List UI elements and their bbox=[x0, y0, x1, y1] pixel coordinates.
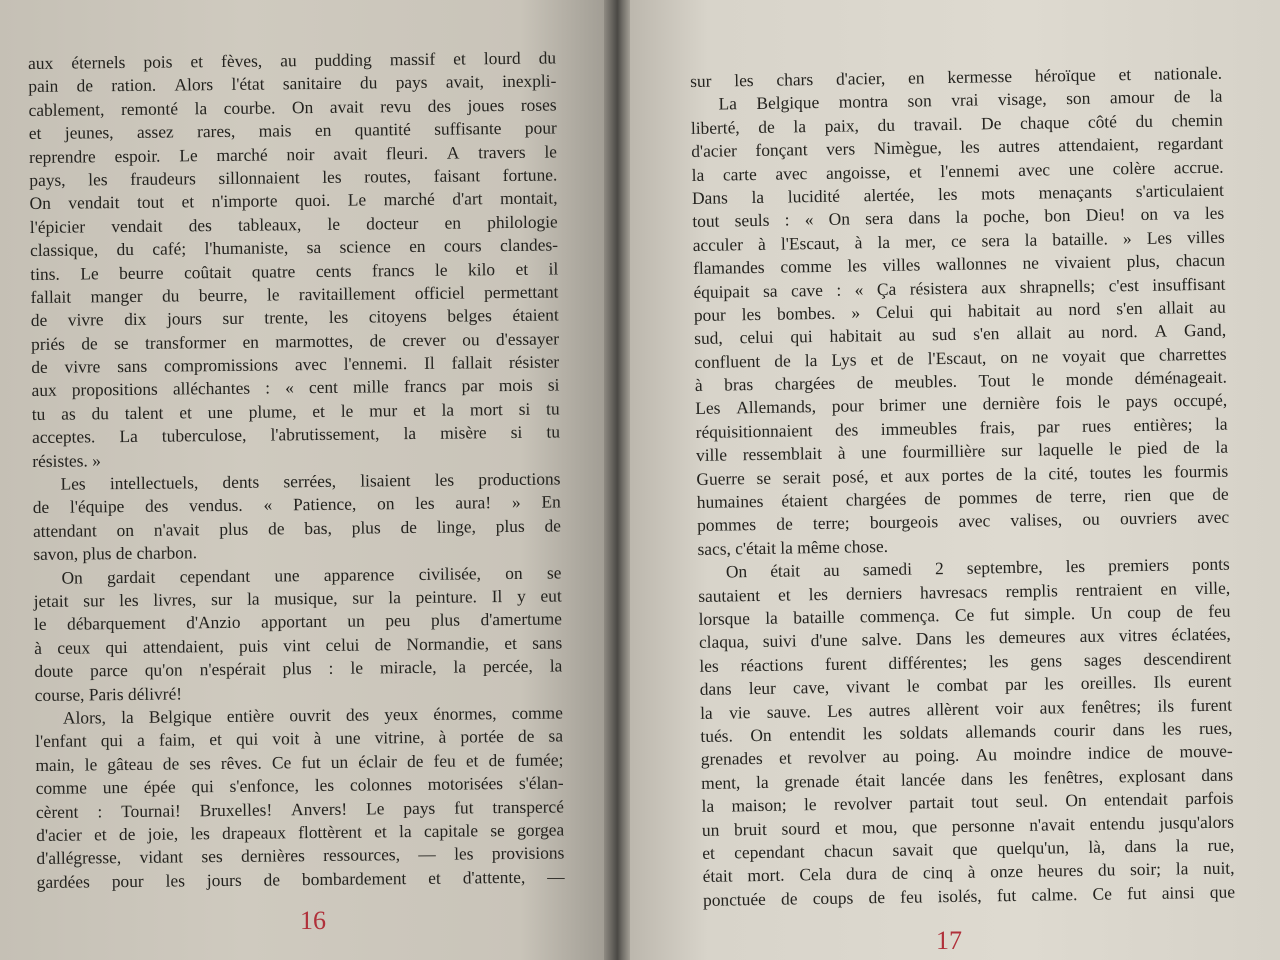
text-line: On était au samedi 2 septembre, les premiers ponts bbox=[725, 553, 1230, 582]
text-line: pommes de terre; bourgeois avec valises, ou ouvriers avec bbox=[696, 507, 1230, 536]
text-line: grenades et revolver au poing. Au moindre indice de mouve- bbox=[700, 740, 1233, 770]
text-line: la vie sauve. Les autres allèrent voir aux fenêtres; ils furent bbox=[699, 694, 1233, 723]
text-line: course, Paris délivré! bbox=[34, 682, 183, 705]
text-line: Alors, la Belgique entière ouvrit des yeux énormes, comme bbox=[62, 702, 563, 728]
text-line: de l'équipe des vendus. « Patience, on les aura! » En bbox=[32, 491, 561, 518]
text-line: l'enfant qui a faim, et qui voit à une vitrine, à portée de sa bbox=[35, 725, 564, 752]
right-page-text bbox=[690, 62, 1235, 912]
text-line: sur les chars d'acier, en kermesse héroïque et nationale. bbox=[690, 62, 1223, 91]
text-line: était mort. Cela dura de cinq à onze heures du soir; la nuit, bbox=[702, 857, 1235, 887]
left-page bbox=[0, 0, 612, 960]
text-line: priés de se transformer en marmottes, de crever ou d'essayer bbox=[30, 328, 560, 354]
text-line: On vendait tout et n'importe quoi. Le marché d'art montait, bbox=[29, 187, 558, 214]
text-line: résistes. » bbox=[32, 449, 101, 471]
text-line: tu as du talent et une plume, et le mur et la mort si tu bbox=[31, 398, 560, 424]
text-line: main, le gâteau de ses rêves. Ce fut un éclair de feu et de fumée; bbox=[35, 749, 564, 775]
text-line: et cependant chacun savait que quelqu'un, là, dans la rue, bbox=[702, 834, 1235, 863]
text-line: Dans la lucidité alertée, les mots menaçants s'articulaient bbox=[691, 179, 1225, 208]
text-line: cablement, remonté la courbe. On avait revu des joues roses bbox=[28, 94, 557, 120]
text-line: humaines étaient chargées de pommes de terre, rien que de bbox=[696, 483, 1229, 512]
text-line: d'allégresse, vidant ses dernières ressources, — les provisions bbox=[36, 842, 565, 869]
text-line: de vivre sans compromissions avec l'ennemi. Il fallait résister bbox=[31, 351, 560, 378]
text-line: La Belgique montra son vrai visage, son amour de la bbox=[718, 86, 1223, 114]
text-line: sud, celui qui habitait au sud s'en allait au nord. A Gand, bbox=[694, 319, 1227, 349]
text-line: pays, les fraudeurs sillonnaient les routes, faisant fortune. bbox=[29, 164, 558, 190]
left-page-text bbox=[28, 46, 565, 894]
text-line: jetait sur les livres, sur la musique, sur la peinture. Il y eut bbox=[33, 585, 562, 611]
text-line: fallait manger du beurre, le ravitaillement officiel permettant bbox=[30, 281, 559, 307]
text-line: l'épicier vendait des tableaux, le docteur en philologie bbox=[29, 211, 558, 237]
page-number-right: 17 bbox=[936, 926, 962, 955]
text-line: sautaient et les derniers havresacs remplis rentraient en ville, bbox=[698, 577, 1231, 606]
right-page bbox=[630, 0, 1280, 960]
text-line: à bras chargées de meubles. Tout le monde déménageait. bbox=[694, 366, 1228, 396]
page-number-left: 16 bbox=[300, 906, 326, 935]
text-line: savon, plus de charbon. bbox=[33, 542, 198, 565]
text-line: acceptes. La tuberculose, l'abrutissement, la misère si tu bbox=[31, 421, 561, 448]
text-line: la carte avec angoisse, et l'ennemi avec une colère accrue. bbox=[691, 156, 1224, 185]
text-line: tins. Le beurre coûtait quatre cents francs le kilo et il bbox=[30, 257, 559, 284]
text-line: d'acier et de joie, les drapeaux flottèrent et la capitale se gorgea bbox=[36, 819, 565, 845]
text-line: aux propositions alléchantes : « cent mille francs par mois si bbox=[31, 374, 560, 401]
text-line: tout seuls : « On sera dans la poche, bon Dieu! on va les bbox=[692, 202, 1225, 232]
text-line: flamandes comme les villes wallonnes ne vivaient plus, chacun bbox=[692, 249, 1226, 279]
text-line: la maison; le revolver partait tout seul. On entendait parfois bbox=[701, 787, 1234, 817]
text-line: liberté, de la paix, du travail. De chaque côté du chemin bbox=[690, 109, 1223, 138]
text-line: tués. On entendit les soldats allemands courir dans les rues, bbox=[700, 717, 1233, 746]
text-line: doute parce qu'on n'espérait plus : le miracle, la percée, la bbox=[34, 655, 563, 682]
text-line: sacs, c'était la même chose. bbox=[697, 535, 889, 559]
text-line: classique, du café; l'humaniste, sa science en cours clandes- bbox=[29, 234, 559, 261]
text-line: cèrent : Tournai! Bruxelles! Anvers! Le pays fut transpercé bbox=[35, 795, 564, 822]
text-line: Guerre se serait posé, et aux portes de la cité, toutes les fourmis bbox=[696, 460, 1229, 489]
text-line: reprendre espoir. Le marché noir avait fleuri. A travers le bbox=[28, 141, 558, 167]
text-line: dans leur cave, vivant le combat par les oreilles. Ils eurent bbox=[699, 670, 1232, 700]
text-line: un bruit sourd et mou, que personne n'avait entendu jusqu'alors bbox=[701, 811, 1235, 840]
text-line: d'acier fonçant vers Nimègue, les autres attendaient, regardant bbox=[691, 132, 1224, 162]
text-line: pour les bombes. » Celui qui habitait au nord s'en allait au bbox=[693, 296, 1226, 325]
text-line: et jeunes, assez rares, mais en quantité suffisante pour bbox=[28, 117, 557, 144]
text-line: pain de ration. Alors l'état sanitaire du pays avait, inexpli- bbox=[28, 70, 557, 97]
text-line: claqua, suivi d'une salve. Dans les demeures aux vitres éclatées, bbox=[698, 623, 1231, 653]
text-line: attendant on n'avait plus de bas, plus de linge, plus de bbox=[32, 515, 562, 541]
text-line: équipait sa cave : « Ça résistera aux shrapnells; c'est insuffisant bbox=[693, 273, 1226, 302]
text-line: ville ressemblait à une fourmillière sur laquelle le pied de la bbox=[695, 436, 1229, 466]
text-line: Les Allemands, pour brimer une dernière fois le pays occupé, bbox=[695, 390, 1228, 419]
text-line: comme une épée qui s'enfonce, les colonnes motorisées s'élan- bbox=[35, 772, 564, 799]
text-line: confluent de la Lys et de l'Escaut, on ne voyait que charrettes bbox=[694, 343, 1227, 372]
text-line: réquisitionnaient des immeubles frais, par rues entières; la bbox=[695, 413, 1228, 442]
text-line: ment, la grenade était lancée dans les fenêtres, explosant dans bbox=[701, 764, 1234, 793]
text-line: de vivre dix jours sur trente, les citoyens belges étaient bbox=[30, 304, 559, 331]
text-line: Les intellectuels, dents serrées, lisaient les productions bbox=[60, 468, 561, 494]
text-line: à ceux qui attendaient, puis vint celui de Normandie, et sans bbox=[34, 632, 563, 658]
text-line: acculer à l'Escaut, à la mer, ce sera la bataille. » Les villes bbox=[692, 226, 1225, 255]
text-line: les réactions furent différentes; les gens sages descendirent bbox=[699, 647, 1232, 676]
text-line: lorsque la bataille commença. Ce fut simple. Un coup de feu bbox=[698, 600, 1231, 629]
text-line: gardées pour les jours de bombardement et d'attente, — bbox=[36, 866, 565, 892]
text-line: ponctuée de coups de feu isolés, fut calme. Ce fut ainsi que bbox=[702, 881, 1236, 910]
text-line: On gardait cependant une apparence civilisée, on se bbox=[61, 562, 562, 588]
text-line: le débarquement d'Anzio apportant un peu plus d'amertume bbox=[33, 608, 562, 635]
text-line: aux éternels pois et fèves, au pudding massif et lourd du bbox=[28, 47, 557, 73]
